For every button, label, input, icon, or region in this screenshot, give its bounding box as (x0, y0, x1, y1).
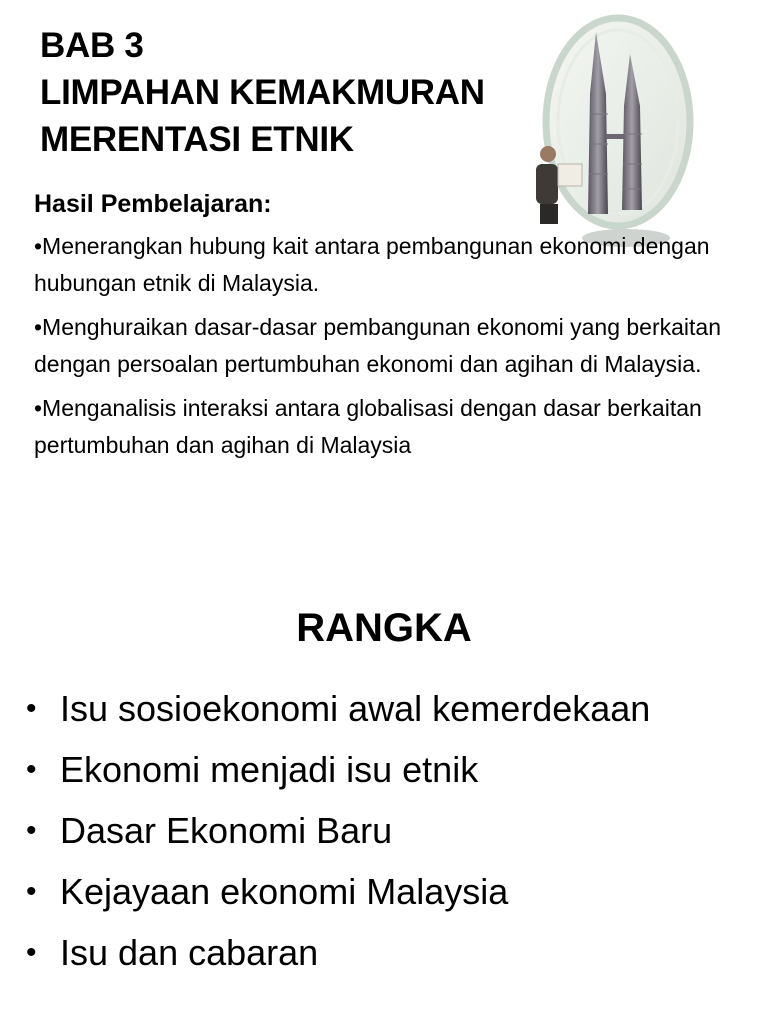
bullet-icon: • (26, 936, 37, 969)
outline-list (26, 678, 650, 983)
outline-item-text: Dasar Ekonomi Baru (60, 810, 393, 851)
bullet-icon: • (26, 692, 37, 725)
outline-item (26, 800, 650, 861)
bullet-icon: • (26, 875, 37, 908)
bullet-icon: • (26, 753, 37, 786)
outline-item-text: Ekonomi menjadi isu etnik (60, 749, 479, 790)
learning-outcome: •Menganalisis interaksi antara globalisasi dengan dasar berkaitan pertumbuhan dan agihan di Malaysia (34, 395, 702, 458)
outline-item (26, 678, 650, 739)
outline-item (26, 739, 650, 800)
learning-outcomes-heading: Hasil Pembelajaran: (34, 190, 272, 218)
learning-outcome: •Menghuraikan dasar-dasar pembangunan ekonomi yang berkaitan dengan persoalan pertumbuhan ekonomi dan agihan di Malaysia. (34, 314, 721, 377)
outline-item-text: Kejayaan ekonomi Malaysia (60, 871, 509, 912)
title-line: LIMPAHAN KEMAKMURAN (40, 73, 485, 112)
outline-item (26, 861, 650, 922)
petronas-towers-icon (518, 14, 694, 250)
bullet-icon: • (26, 814, 37, 847)
outline-item (26, 922, 650, 983)
outline-title: RANGKA (296, 606, 472, 650)
outline-item-text: Isu dan cabaran (60, 932, 319, 973)
outline-item-text: Isu sosioekonomi awal kemerdekaan (60, 688, 651, 729)
slide-outline (0, 512, 768, 1024)
title-line: MERENTASI ETNIK (40, 120, 354, 159)
slide-title (40, 22, 485, 163)
learning-outcome: •Menerangkan hubung kait antara pembangunan ekonomi dengan hubungan etnik di Malaysia. (34, 233, 710, 296)
title-line: BAB 3 (40, 26, 144, 65)
learning-outcomes-list (34, 228, 744, 471)
